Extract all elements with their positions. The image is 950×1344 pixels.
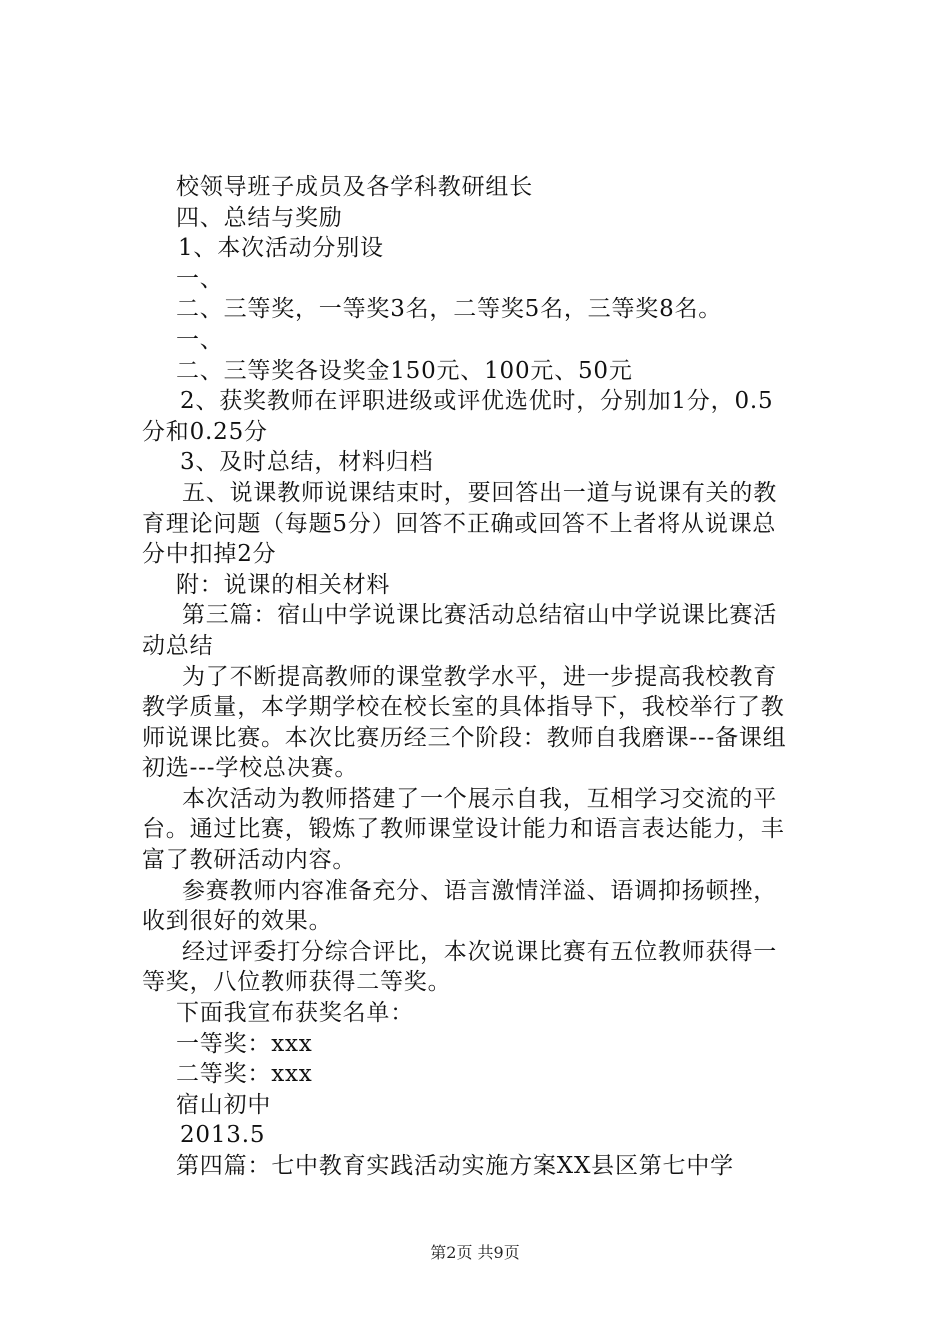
text-line: 师说课比赛。本次比赛历经三个阶段：教师自我磨课---备课组 [142,724,787,751]
text-line: 经过评委打分综合评比，本次说课比赛有五位教师获得一 [182,938,777,965]
text-line: 2、获奖教师在评职进级或评优选优时，分别加1分，0.5 [180,388,774,415]
text-line: 台。通过比赛，锻炼了教师课堂设计能力和语言表达能力，丰 [142,816,785,843]
text-line: 初选---学校总决赛。 [142,755,359,782]
section-heading: 四、总结与奖励 [176,204,343,231]
text-line: 一等奖：xxx [176,1030,313,1057]
text-line: 等奖，八位教师获得二等奖。 [142,969,452,996]
document-body [142,172,842,1182]
text-line: 宿山初中 [176,1091,272,1118]
text-line: 分中扣掉2分 [142,541,277,568]
text-line: 本次活动为教师搭建了一个展示自我，互相学习交流的平 [182,785,777,812]
text-line: 分和0.25分 [142,418,268,445]
text-line: 2013.5 [180,1122,266,1149]
text-line: 参赛教师内容准备充分、语言激情洋溢、语调抑扬顿挫， [182,877,777,904]
page-number: 第2页 共9页 [430,1243,520,1262]
text-line: 二、三等奖，一等奖3名，二等奖5名，三等奖8名。 [176,296,723,323]
text-line: 二等奖：xxx [176,1061,313,1088]
text-line: 二、三等奖各设奖金150元、100元、50元 [176,357,633,384]
text-line: 育理论问题（每题5分）回答不正确或回答不上者将从说课总 [142,510,777,537]
text-line: 一、 [176,326,224,353]
text-line: 一、 [176,265,224,292]
text-line: 1、本次活动分别设 [178,235,384,262]
text-line: 富了教研活动内容。 [142,847,357,874]
text-line: 动总结 [142,632,214,659]
text-line: 教学质量，本学期学校在校长室的具体指导下，我校举行了教 [142,694,785,721]
text-line: 下面我宣布获奖名单： [176,1000,414,1027]
text-line: 3、及时总结，材料归档 [180,449,434,476]
text-line: 收到很好的效果。 [142,908,333,935]
section-heading: 第三篇：宿山中学说课比赛活动总结宿山中学说课比赛活 [182,602,777,629]
text-line: 附：说课的相关材料 [176,571,391,598]
text-line: 为了不断提高教师的课堂教学水平，进一步提高我校教育 [182,663,777,690]
section-heading: 第四篇：七中教育实践活动实施方案XX县区第七中学 [176,1153,734,1179]
section-heading: 五、说课教师说课结束时，要回答出一道与说课有关的教 [182,479,777,506]
text-line: 校领导班子成员及各学科教研组长 [176,174,533,200]
